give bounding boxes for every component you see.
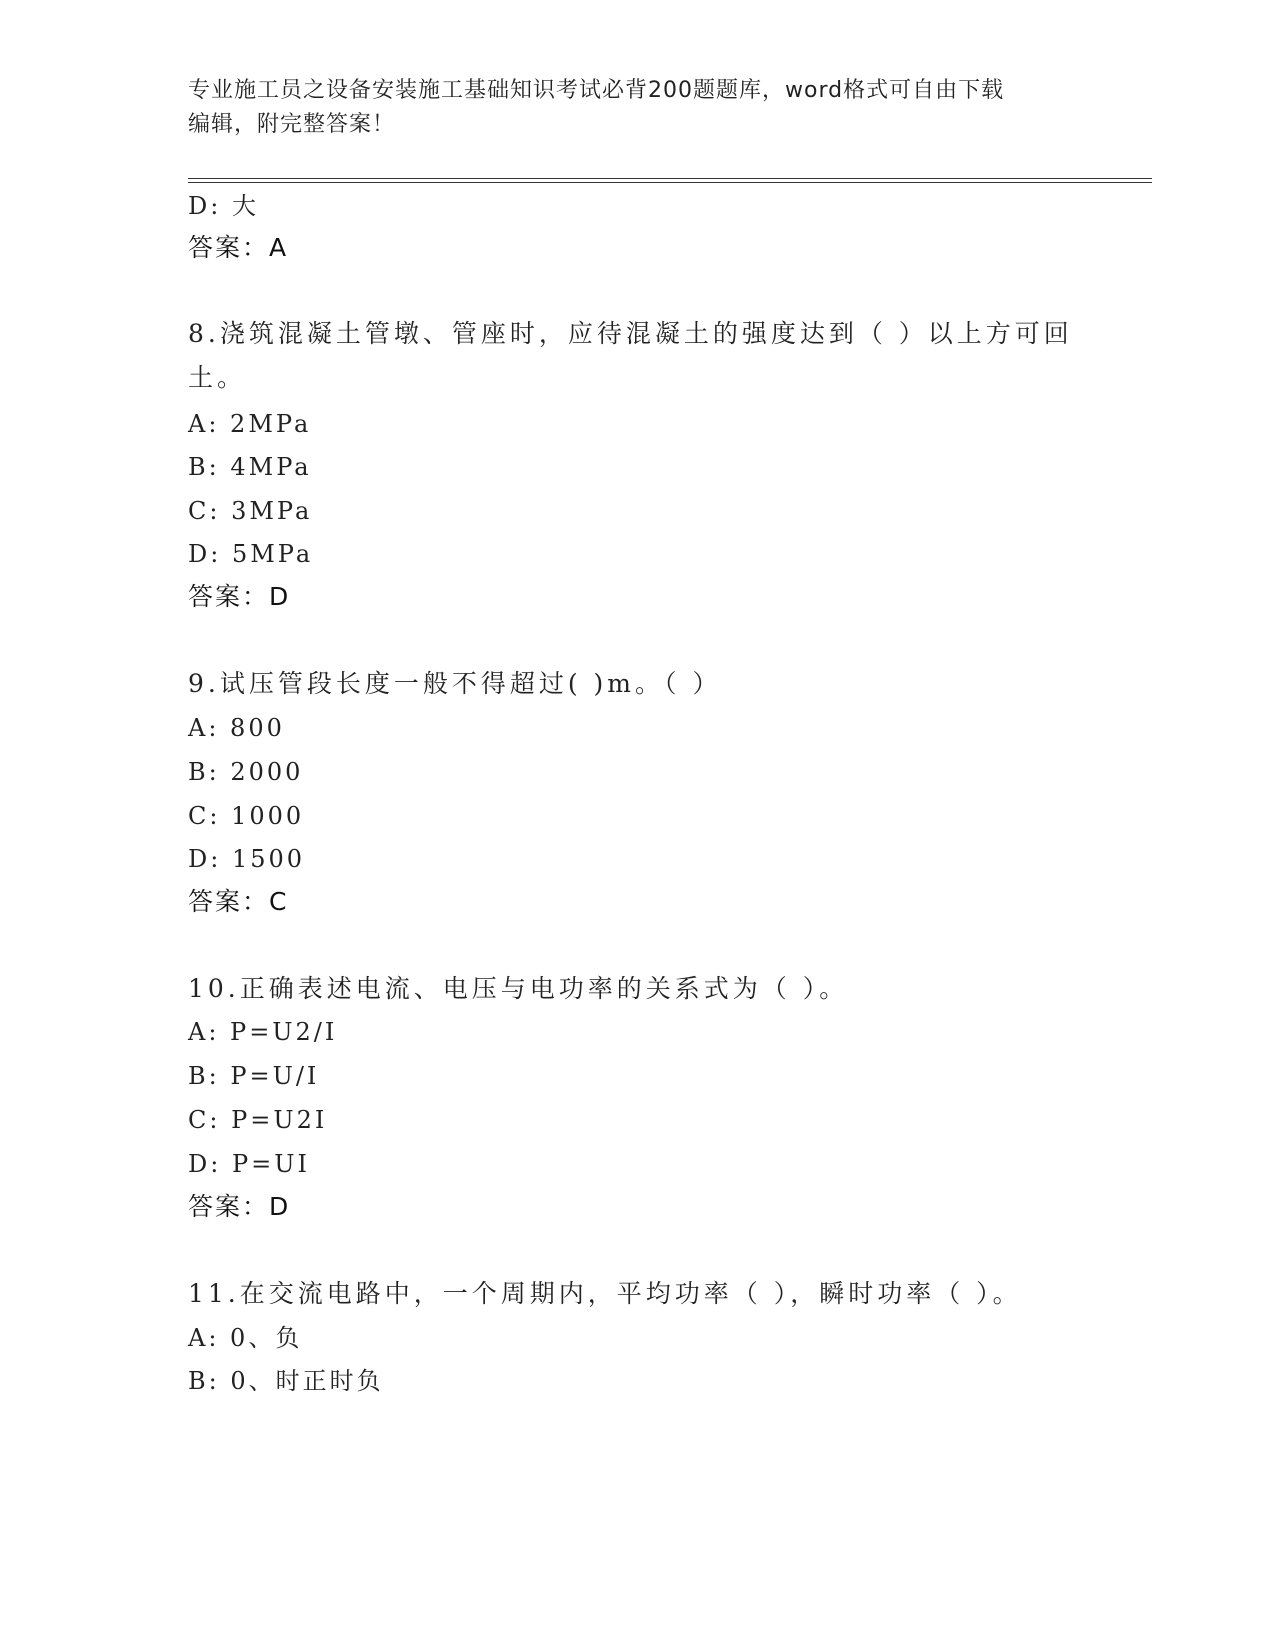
q10-answer: 答案：D [188, 1192, 291, 1221]
q9-answer: 答案：C [188, 887, 289, 916]
q10-option-b: B: P=U/I [188, 1062, 320, 1090]
q7-answer: 答案：A [188, 233, 289, 262]
q7-option-d: D: 大 [188, 192, 259, 220]
q9-option-d: D: 1500 [188, 845, 306, 873]
q10-option-d: D: P=UI [188, 1150, 310, 1178]
header-divider [188, 178, 1152, 183]
q9-option-b: B: 2000 [188, 758, 304, 786]
q8-option-b: B: 4MPa [188, 453, 312, 481]
q9-option-a: A: 800 [188, 714, 285, 742]
q8-question-line1: 8.浇筑混凝土管墩、管座时，应待混凝土的强度达到（ ）以上方可回 [188, 319, 1073, 348]
q10-option-c: C: P=U2I [188, 1106, 328, 1134]
q8-question-line2: 土。 [188, 363, 247, 392]
header-title-line2: 编辑，附完整答案！ [188, 112, 396, 137]
q10-option-a: A: P=U2/I [188, 1018, 338, 1046]
q10-question: 10.正确表述电流、电压与电功率的关系式为（ ）。 [188, 974, 849, 1003]
q8-option-d: D: 5MPa [188, 540, 314, 568]
q8-option-c: C: 3MPa [188, 497, 313, 525]
q8-answer: 答案：D [188, 582, 291, 611]
q9-option-c: C: 1000 [188, 802, 305, 830]
header-title-line1: 专业施工员之设备安装施工基础知识考试必背200题题库，word格式可自由下载 [188, 78, 1005, 103]
q9-question: 9.试压管段长度一般不得超过( )m。（ ） [188, 669, 722, 698]
q11-question: 11.在交流电路中，一个周期内，平均功率（ ），瞬时功率（ ）。 [188, 1279, 1022, 1308]
q11-option-b: B: 0、时正时负 [188, 1367, 384, 1395]
q8-option-a: A: 2MPa [188, 410, 312, 438]
q11-option-a: A: 0、负 [188, 1324, 303, 1352]
document-header [188, 74, 1088, 142]
